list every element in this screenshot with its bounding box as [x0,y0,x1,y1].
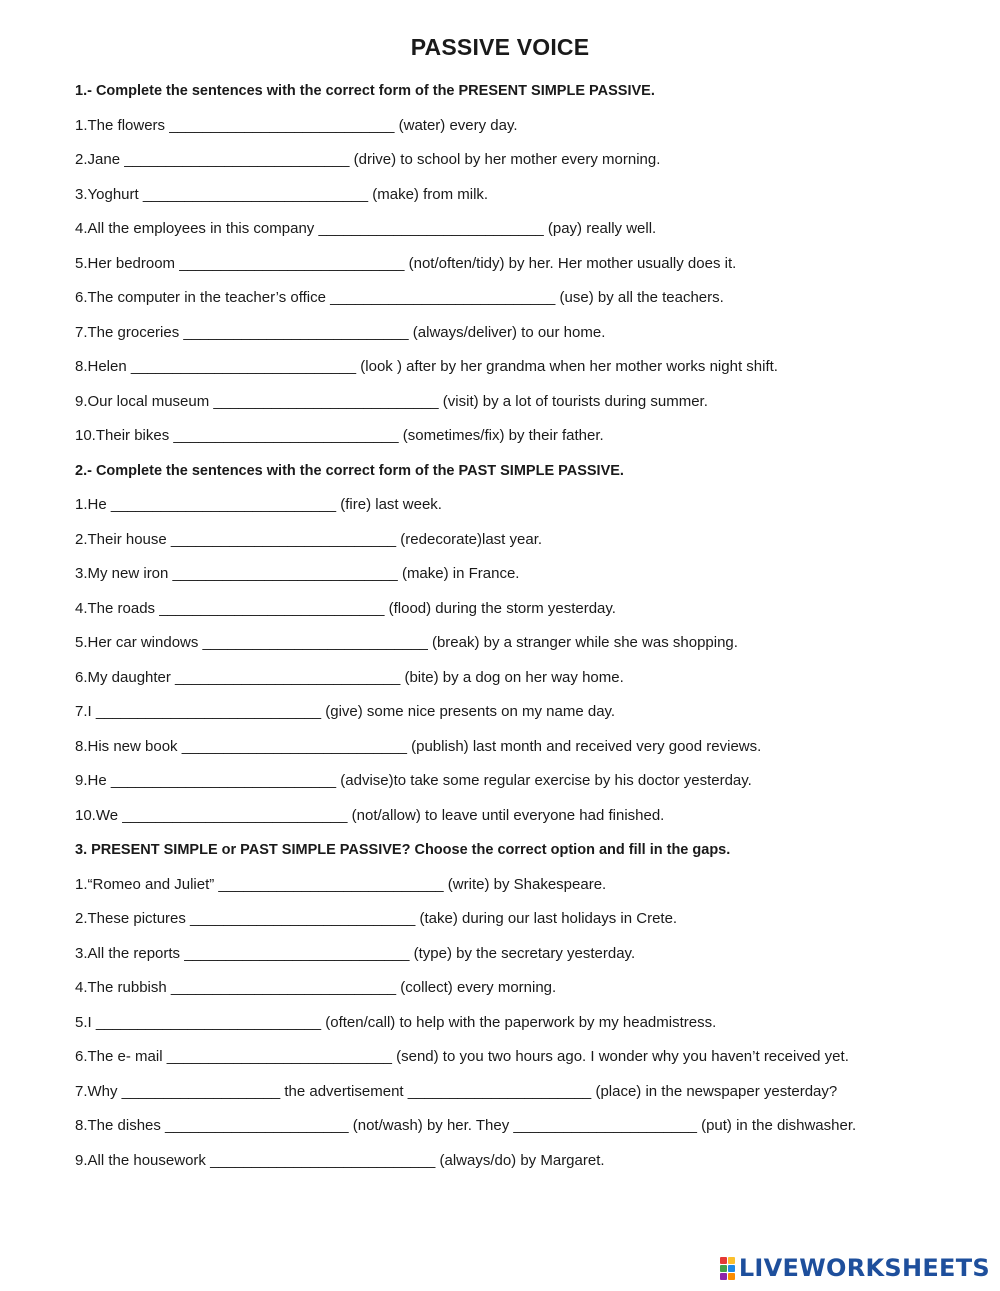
exercise-3-item-3: 3.All the reports ___________________________ (type) by the secretary yesterday. [75,944,636,962]
exercise-2-item-4: 4.The roads ___________________________ (flood) during the storm yesterday. [75,599,616,617]
exercise-3-item-1: 1.“Romeo and Juliet” ___________________________ (write) by Shakespeare. [75,875,607,893]
exercise-3-item-5: 5.I ___________________________ (often/call) to help with the paperwork by my headmistress. [75,1013,717,1031]
exercise-2-item-8: 8.His new book ___________________________ (publish) last month and received very good reviews. [75,737,762,755]
exercise-3-item-9: 9.All the housework ___________________________ (always/do) by Margaret. [75,1151,605,1169]
exercise-3-item-4: 4.The rubbish ___________________________ (collect) every morning. [75,979,557,996]
exercise-2-item-6: 6.My daughter ___________________________ (bite) by a dog on her way home. [75,668,624,686]
logo-square-3 [720,1265,727,1272]
exercise-1-item-7: 7.The groceries ___________________________ (always/deliver) to our home. [75,323,606,341]
exercise-1-item-10: 10.Their bikes ___________________________ (sometimes/fix) by their father. [75,427,604,444]
exercise-2-item-2: 2.Their house ___________________________ (redecorate)last year. [75,530,543,548]
exercise-3-item-2: 2.These pictures ___________________________ (take) during our last holidays in Crete. [75,910,678,927]
exercise-2-item-3: 3.My new iron ___________________________ (make) in France. [75,565,520,582]
section-2-heading: 2.- Complete the sentences with the correct form of the PAST SIMPLE PASSIVE. [75,462,624,479]
logo-square-4 [728,1265,735,1272]
logo-square-5 [720,1273,727,1280]
exercise-3-item-8: 8.The dishes ______________________ (not/wash) by her. They ______________________ (put) in the dishwasher. [75,1117,857,1134]
section-1-heading: 1.- Complete the sentences with the correct form of the PRESENT SIMPLE PASSIVE. [75,83,655,99]
exercise-3-item-6: 6.The e- mail ___________________________ (send) to you two hours ago. I wonder why you haven’t received yet. [75,1048,849,1065]
logo-square-2 [728,1257,735,1264]
logo-square-1 [720,1257,727,1264]
section-3-heading: 3. PRESENT SIMPLE or PAST SIMPLE PASSIVE? Choose the correct option and fill in the gaps. [75,842,731,858]
liveworksheets-logo-text: LIVEWORKSHEETS [738,1254,990,1282]
exercise-2-item-1: 1.He ___________________________ (fire) last week. [75,496,442,513]
exercise-3-item-7: 7.Why ___________________ the advertisement ______________________ (place) in the newspaper yesterday? [75,1082,838,1100]
exercise-1-item-8: 8.Helen ___________________________ (look ) after by her grandma when her mother works night shift. [75,358,778,375]
exercise-1-item-9: 9.Our local museum ___________________________ (visit) by a lot of tourists during summer. [75,392,708,410]
exercise-1-item-2: 2.Jane ___________________________ (drive) to school by her mother every morning. [75,151,661,168]
exercise-1-item-1: 1.The flowers ___________________________ (water) every day. [75,116,518,134]
exercise-2-item-7: 7.I ___________________________ (give) some nice presents on my name day. [75,703,616,720]
exercise-2-item-9: 9.He ___________________________ (advise)to take some regular exercise by his doctor yesterday. [75,772,752,789]
exercise-1-item-5: 5.Her bedroom ___________________________ (not/often/tidy) by her. Her mother usually does it. [75,254,737,272]
exercise-1-item-4: 4.All the employees in this company ___________________________ (pay) really well. [75,220,657,237]
exercise-2-item-5: 5.Her car windows ___________________________ (break) by a stranger while she was shopping. [75,634,738,651]
exercise-2-item-10: 10.We ___________________________ (not/allow) to leave until everyone had finished. [75,806,665,824]
logo-square-6 [728,1273,735,1280]
liveworksheets-logo-icon [720,1257,735,1280]
exercise-1-item-3: 3.Yoghurt ___________________________ (make) from milk. [75,185,489,203]
liveworksheets-logo[interactable] [720,1255,990,1281]
worksheet-title: PASSIVE VOICE [410,34,590,60]
exercise-1-item-6: 6.The computer in the teacher’s office ___________________________ (use) by all the teachers. [75,289,724,306]
worksheet-body [75,82,975,1186]
